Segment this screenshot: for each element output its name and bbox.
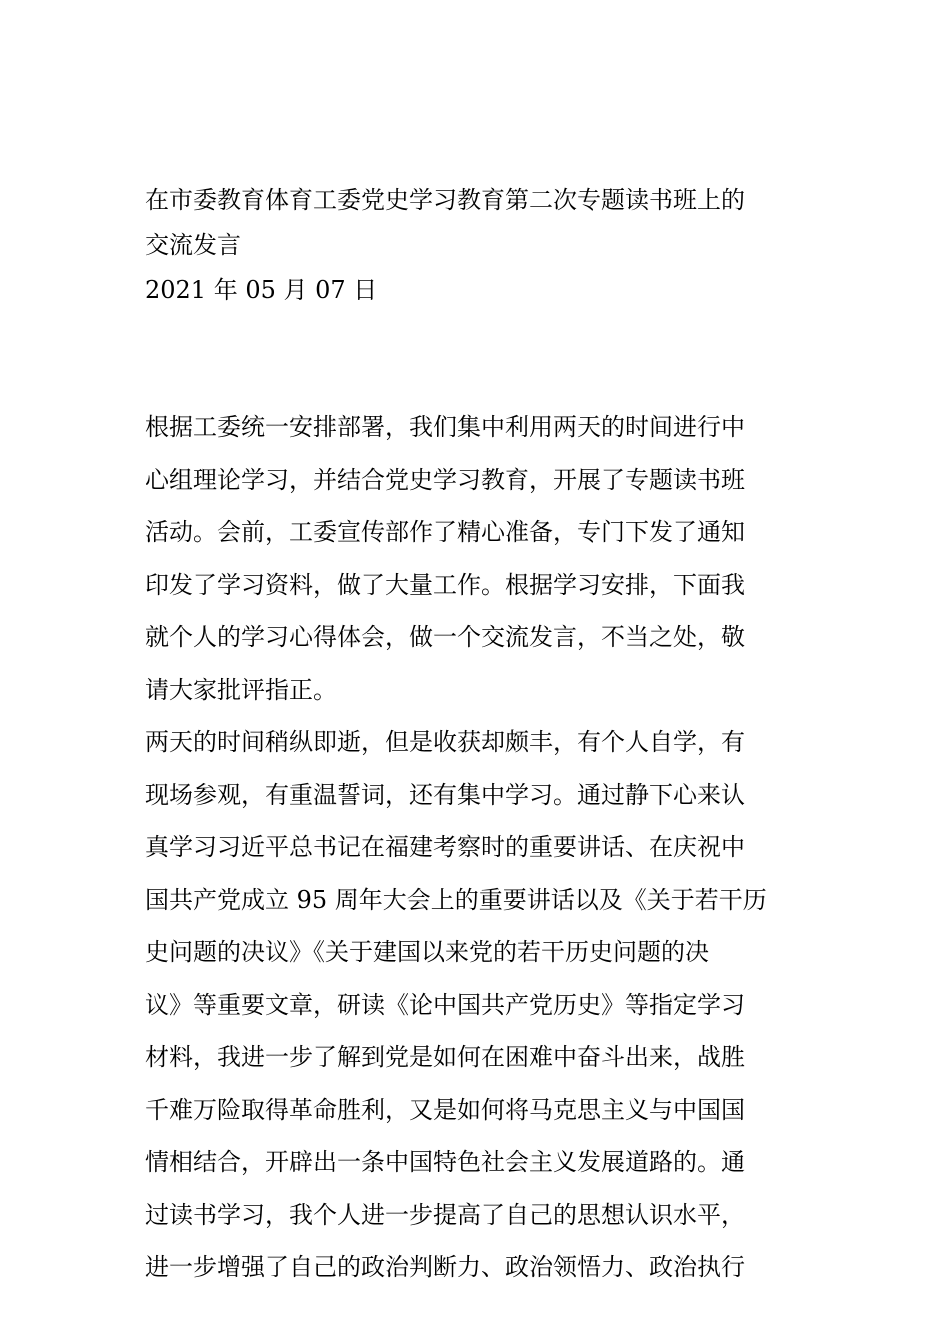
document-date: 2021 年 05 月 07 日	[145, 276, 378, 304]
paragraph-line: 史问题的决议》《关于建国以来党的若干历史问题的决	[145, 938, 709, 966]
blank-spacer	[145, 313, 810, 401]
paragraph-line: 活动。会前，工委宣传部作了精心准备，专门下发了通知	[145, 518, 745, 546]
paragraph-line: 心组理论学习，并结合党史学习教育，开展了专题读书班	[145, 465, 745, 494]
paragraph-line: 材料，我进一步了解到党是如何在困难中奋斗出来，战胜	[145, 1043, 745, 1071]
paragraph-line: 过读书学习，我个人进一步提高了自己的思想认识水平，	[145, 1200, 745, 1229]
paragraph-line: 两天的时间稍纵即逝，但是收获却颇丰，有个人自学，有	[145, 728, 745, 756]
paragraph-line: 千难万险取得革命胜利，又是如何将马克思主义与中国国	[145, 1095, 745, 1124]
paragraph-line: 议》等重要文章，研读《论中国共产党历史》等指定学习	[145, 990, 745, 1019]
title-line: 在市委教育体育工委党史学习教育第二次专题读书班上的	[145, 186, 745, 214]
document-body	[145, 178, 810, 1294]
paragraph	[145, 401, 810, 716]
paragraph-line: 真学习习近平总书记在福建考察时的重要讲话、在庆祝中	[145, 833, 745, 861]
paragraph-line: 请大家批评指正。	[145, 675, 337, 704]
paragraph	[145, 716, 810, 1294]
paragraph-line: 就个人的学习心得体会，做一个交流发言，不当之处，敬	[145, 623, 745, 651]
paragraph-line: 情相结合，开辟出一条中国特色社会主义发展道路的。通	[145, 1148, 745, 1176]
paragraph-line: 进一步增强了自己的政治判断力、政治领悟力、政治执行	[145, 1253, 745, 1281]
title-line: 交流发言	[145, 231, 241, 259]
document-title	[145, 178, 810, 268]
paragraph-line: 根据工委统一安排部署，我们集中利用两天的时间进行中	[145, 413, 745, 441]
paragraph-line: 现场参观，有重温誓词，还有集中学习。通过静下心来认	[145, 780, 745, 809]
paragraph-line: 印发了学习资料，做了大量工作。根据学习安排，下面我	[145, 570, 745, 599]
paragraph-line: 国共产党成立 95 周年大会上的重要讲话以及《关于若干历	[145, 885, 767, 914]
